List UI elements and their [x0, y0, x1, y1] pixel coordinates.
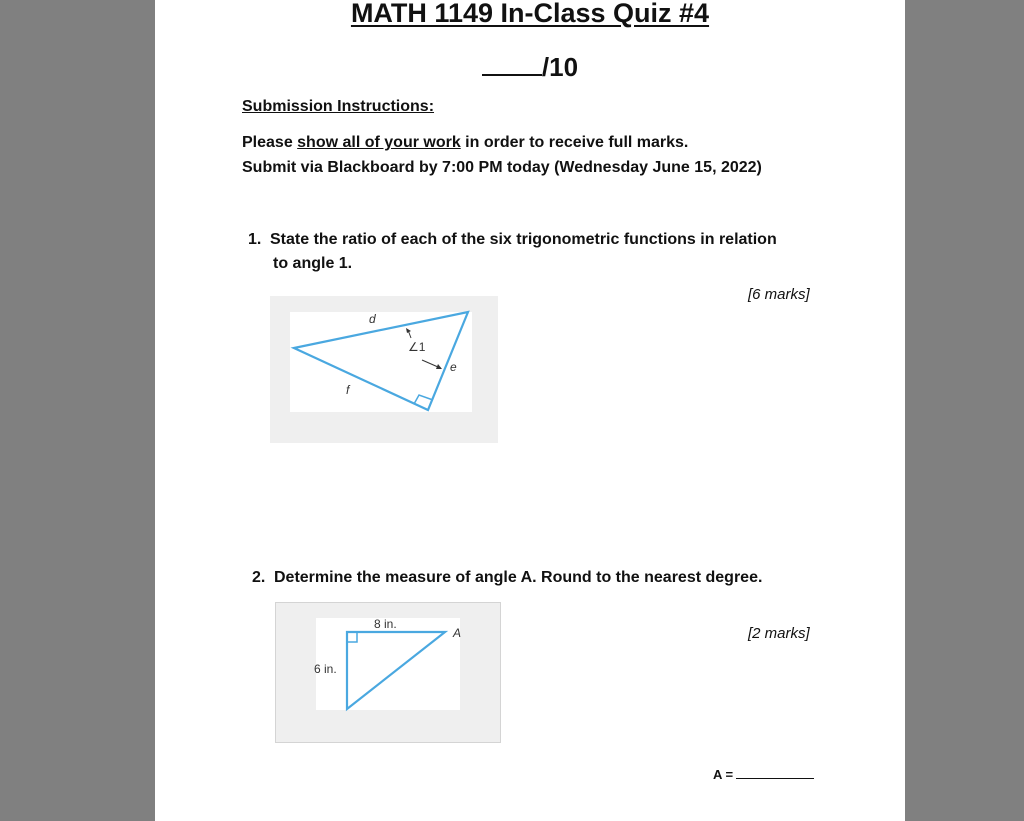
label-e: e: [450, 360, 457, 374]
angle-arrowhead-up: [406, 328, 411, 333]
right-triangle-8-6: [276, 603, 500, 742]
question-2-figure: [275, 602, 501, 743]
triangle-8-6-shape: [347, 632, 445, 709]
document-page: [155, 0, 905, 821]
question-2: [252, 566, 762, 590]
question-1: [248, 228, 777, 276]
question-2-marks: [2 marks]: [748, 625, 810, 642]
question-2-number: 2.: [252, 569, 266, 586]
question-1-marks: [6 marks]: [748, 286, 810, 303]
score-total: /10: [541, 52, 579, 82]
question-1-text: State the ratio of each of the six trigonometric functions in relation: [270, 231, 777, 248]
question-1-number: 1.: [248, 231, 262, 248]
instruction-line-1: Please show all of your work in order to receive full marks.: [242, 134, 689, 151]
label-angle-A: A: [453, 626, 462, 640]
label-6-in: 6 in.: [314, 662, 337, 676]
instruction-line-2: Submit via Blackboard by 7:00 PM today (Wednesday June 15, 2022): [242, 159, 762, 176]
score-blank: [482, 52, 542, 76]
show-work-emphasis: show all of your work: [297, 134, 461, 151]
submission-heading: Submission Instructions:: [242, 98, 435, 115]
right-angle-marker-2: [347, 632, 357, 642]
quiz-title: MATH 1149 In-Class Quiz #4: [350, 0, 710, 28]
label-d: d: [369, 312, 376, 326]
angle-arrow-right: [422, 360, 438, 367]
right-triangle-def: [270, 296, 498, 443]
score-field: [155, 52, 905, 83]
question-1-figure: [270, 296, 498, 443]
answer-blank[interactable]: [736, 766, 814, 779]
question-1-text-cont: to angle 1.: [273, 255, 353, 272]
question-2-text: Determine the measure of angle A. Round to the nearest degree.: [274, 569, 763, 586]
label-angle-1: ∠1: [408, 340, 426, 354]
answer-field: [713, 766, 814, 782]
label-8-in: 8 in.: [374, 617, 397, 631]
triangle-def-shape: [294, 312, 468, 410]
label-f: f: [346, 383, 350, 397]
answer-label: A =: [713, 767, 734, 782]
